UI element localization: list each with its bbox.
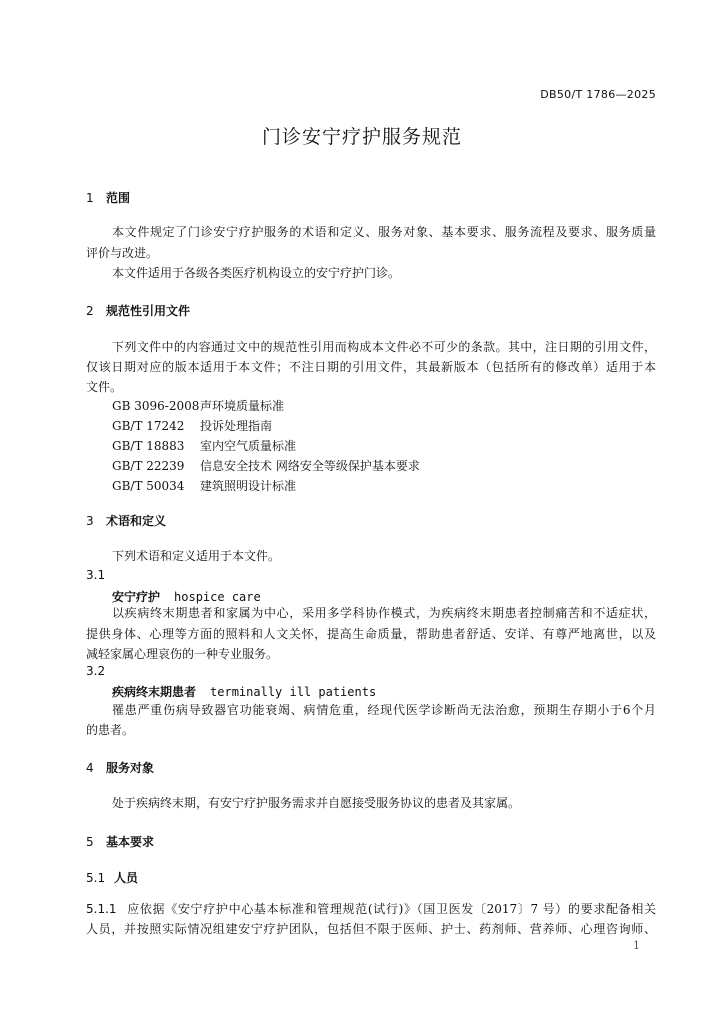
section-number: 4 — [86, 761, 94, 775]
term-entry — [112, 683, 376, 700]
paragraph-line: 本文件规定了门诊安宁疗护服务的术语和定义、服务对象、基本要求、服务流程及要求、服务质量 — [112, 225, 656, 239]
section-number: 1 — [86, 191, 94, 205]
reference-code: GB/T 22239 — [112, 459, 185, 473]
section-4-heading — [86, 759, 154, 776]
reference-code: GB/T 17242 — [112, 419, 185, 433]
section-3-heading — [86, 512, 166, 529]
paragraph-line: 评价与改进。 — [86, 246, 159, 260]
term-chinese: 疾病终末期患者 — [112, 685, 197, 699]
subsection-5-1-heading — [86, 869, 138, 886]
reference-name: 信息安全技术 网络安全等级保护基本要求 — [200, 459, 420, 473]
section-number: 2 — [86, 304, 94, 318]
paragraph-line: 下列术语和定义适用于本文件。 — [112, 549, 281, 563]
reference-code: GB/T 18883 — [112, 439, 185, 453]
document-number: DB50/T 1786—2025 — [540, 88, 656, 101]
paragraph-line: 提供身体、心理等方面的照料和人文关怀，提高生命质量，帮助患者舒适、安详、有尊严地离世，以及 — [86, 627, 656, 641]
page-number: 1 — [633, 939, 640, 952]
clause-number: 5.1.1 — [86, 902, 117, 916]
paragraph-line: 减轻家属心理哀伤的一种专业服务。 — [86, 647, 279, 661]
term-english: hospice care — [174, 590, 261, 604]
subsection-title: 人员 — [114, 871, 139, 885]
clause-text: 应依据《安宁疗护中心基本标准和管理规范(试行)》（国卫医发〔2017〕7 号）的要求配备相关 — [126, 902, 656, 916]
section-number: 5 — [86, 835, 94, 849]
paragraph-line: 本文件适用于各级各类医疗机构设立的安宁疗护门诊。 — [112, 266, 401, 280]
paragraph-line: 文件。 — [86, 380, 123, 394]
section-5-heading — [86, 833, 154, 850]
reference-name: 室内空气质量标准 — [200, 439, 297, 453]
reference-name: 建筑照明设计标准 — [200, 479, 297, 493]
reference-item — [112, 397, 284, 414]
paragraph-line: 下列文件中的内容通过文中的规范性引用而构成本文件必不可少的条款。其中，注日期的引用文件， — [112, 340, 656, 354]
section-number: 3 — [86, 514, 94, 528]
reference-name: 声环境质量标准 — [200, 399, 285, 413]
reference-item — [112, 437, 296, 454]
section-1-heading — [86, 189, 130, 206]
subsection-number: 5.1 — [86, 871, 106, 885]
section-title: 基本要求 — [106, 835, 155, 849]
section-title: 范围 — [106, 191, 131, 205]
paragraph-line: 处于疾病终末期，有安宁疗护服务需求并自愿接受服务协议的患者及其家属。 — [112, 796, 521, 810]
reference-code: GB/T 50034 — [112, 479, 185, 493]
paragraph-line: 罹患严重伤病导致器官功能衰竭、病情危重，经现代医学诊断尚无法治愈，预期生存期小于6个月 — [112, 703, 656, 717]
section-2-heading — [86, 302, 190, 319]
paragraph-line — [86, 899, 656, 920]
reference-item — [112, 457, 420, 474]
term-chinese: 安宁疗护 — [112, 590, 161, 604]
reference-code: GB 3096-2008 — [112, 399, 200, 413]
paragraph-line: 的患者。 — [86, 723, 135, 737]
page-title: 门诊安宁疗护服务规范 — [261, 126, 462, 148]
reference-name: 投诉处理指南 — [200, 419, 273, 433]
paragraph-line: 以疾病终末期患者和家属为中心，采用多学科协作模式，为疾病终末期患者控制痛苦和不适症状， — [112, 606, 656, 620]
section-title: 规范性引用文件 — [106, 304, 191, 318]
paragraph-line: 仅该日期对应的版本适用于本文件；不注日期的引用文件，其最新版本（包括所有的修改单）适用于本 — [86, 360, 656, 374]
term-number: 3.2 — [86, 664, 106, 678]
section-title: 服务对象 — [106, 761, 155, 775]
term-number: 3.1 — [86, 568, 106, 582]
reference-item — [112, 417, 272, 434]
term-english: terminally ill patients — [210, 685, 377, 699]
section-title: 术语和定义 — [106, 514, 167, 528]
paragraph-line: 人员，并按照实际情况组建安宁疗护团队，包括但不限于医师、护士、药剂师、营养师、心理咨询师、 — [86, 922, 656, 936]
reference-item — [112, 477, 296, 494]
